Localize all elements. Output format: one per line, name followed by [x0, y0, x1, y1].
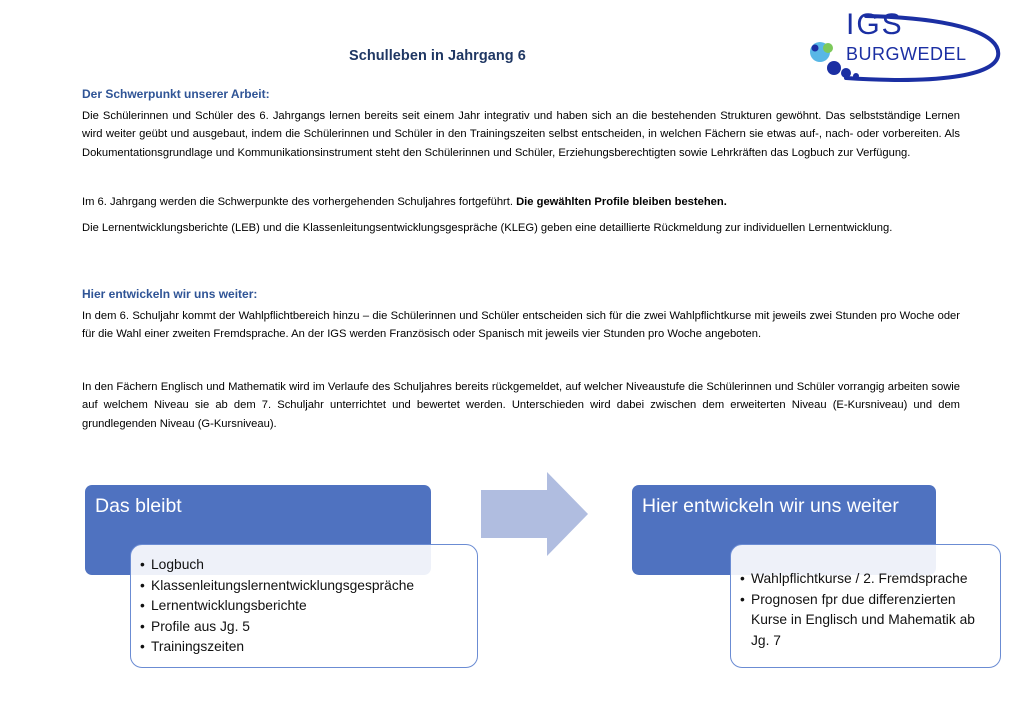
section-heading-focus: Der Schwerpunkt unserer Arbeit: — [82, 87, 270, 101]
paragraph-continuation — [82, 193, 960, 211]
page-title: Schulleben in Jahrgang 6 — [349, 48, 526, 64]
igs-burgwedel-logo-icon — [806, 4, 1006, 86]
paragraph-continuation-emphasis: Die gewählten Profile bleiben bestehen. — [516, 196, 727, 208]
diagram-right-list-box — [730, 544, 1001, 668]
list-item: • Klassenleitungslernentwicklungsgespräche — [140, 576, 477, 597]
paragraph-levels: In den Fächern Englisch und Mathematik wird im Verlaufe des Schuljahres bereits rückgemeldet, auf welcher Niveaustufe die Schülerinnen und Schüler vorrangig arbeiten sowie auf welchem Niveau sie ab dem 7. Schuljahr unterrichtet und bewertet werden. Unterschieden wird dabei zwischen dem erweiterten Niveau (E-Kursniveau) und dem grundlegenden Niveau (G-Kursniveau). — [82, 381, 960, 430]
paragraph-electives: In dem 6. Schuljahr kommt der Wahlpflichtbereich hinzu – die Schülerinnen und Schüler entscheiden sich für die zwei Wahlpflichtkurse mit jeweils zwei Stunden pro Woche oder für die Wahl einer zweiten Fremdsprache. An der IGS werden Französisch oder Spanisch mit jeweils vier Stunden pro Woche angeboten. — [82, 310, 960, 341]
paragraph-continuation-text: Im 6. Jahrgang werden die Schwerpunkte des vorhergehenden Schuljahres fortgeführt. — [82, 196, 517, 208]
diagram-left-list-box — [130, 544, 478, 668]
list-item: • Lernentwicklungsberichte — [140, 596, 477, 617]
list-item: • Logbuch — [140, 555, 477, 576]
diagram-right-list — [740, 569, 992, 651]
diagram-left-list — [140, 555, 477, 658]
list-item: • Trainingszeiten — [140, 637, 477, 658]
paragraph-focus-intro: Die Schülerinnen und Schüler des 6. Jahrgangs lernen bereits seit einem Jahr integrativ und haben sich an die bestehenden Strukturen gewöhnt. Das selbstständige Lernen wird weiter geübt und ausgebaut, indem die Schülerinnen und Schüler in den Trainingszeiten selbst entscheiden, in welchen Fächern sie etwas auf-, nach- oder vorbereiten. Als Dokumentationsgrundlage und Kommunikationsinstrument steht den Schülerinnen und Schüler, Erziehungsberechtigten sowie Lehrkräften das Logbuch zur Verfügung. — [82, 110, 960, 159]
list-item: • Prognosen fpr due differenzierten Kurse in Englisch und Mahematik ab Jg. 7 — [740, 590, 992, 652]
list-item: • Wahlpflichtkurse / 2. Fremdsprache — [740, 569, 992, 590]
right-arrow-icon — [481, 472, 588, 556]
paragraph-reports: Die Lernentwicklungsberichte (LEB) und die Klassenleitungsentwicklungsgespräche (KLEG) geben eine detaillierte Rückmeldung zur individuellen Lernentwicklung. — [82, 222, 893, 234]
diagram-left-title: Das bleibt — [95, 495, 182, 517]
school-logo — [806, 4, 1006, 86]
list-item: • Profile aus Jg. 5 — [140, 617, 477, 638]
svg-text:IGS: IGS — [846, 8, 904, 41]
diagram-right-title: Hier entwickeln wir uns weiter — [642, 495, 899, 517]
section-heading-development: Hier entwickeln wir uns weiter: — [82, 287, 258, 301]
svg-text:BURGWEDEL: BURGWEDEL — [846, 44, 967, 64]
